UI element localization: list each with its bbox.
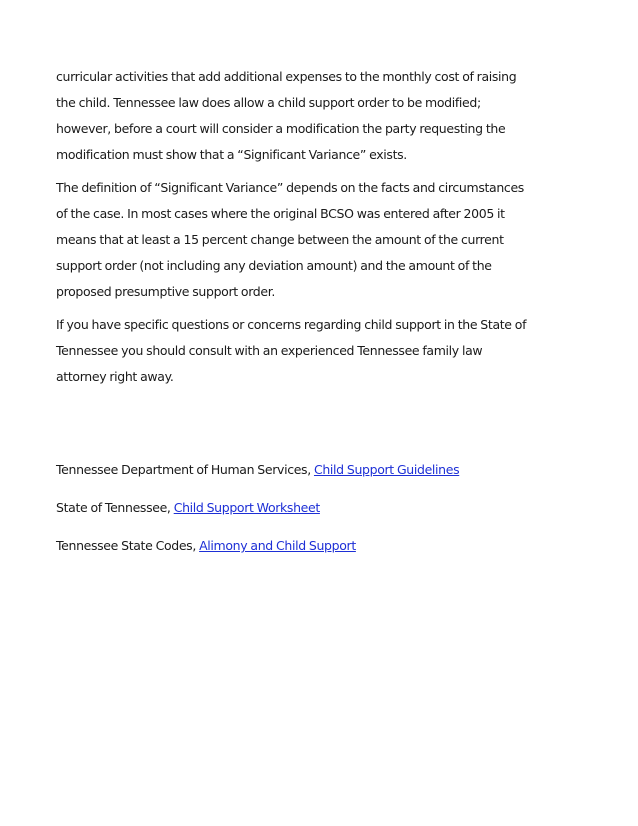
alimony-child-support-link[interactable]: Alimony and Child Support	[199, 538, 356, 553]
paragraph-significant-variance	[56, 175, 586, 305]
text-line: of the case. In most cases where the original BCSO was entered after 2005 it	[56, 206, 505, 221]
text-line: curricular activities that add additional expenses to the monthly cost of raising	[56, 69, 517, 84]
text-line: attorney right away.	[56, 369, 174, 384]
text-line: Tennessee you should consult with an experienced Tennessee family law	[56, 343, 483, 358]
text-line: If you have specific questions or concerns regarding child support in the State of	[56, 317, 527, 332]
child-support-guidelines-link[interactable]: Child Support Guidelines	[313, 462, 460, 477]
document-page	[56, 64, 586, 553]
paragraph-consult-attorney	[56, 312, 586, 390]
reference-state	[56, 498, 320, 518]
reference-source: Tennessee State Codes,	[56, 538, 200, 553]
paragraph-modification	[56, 64, 586, 168]
reference-source: State of Tennessee,	[56, 500, 174, 515]
text-line: support order (not including any deviation amount) and the amount of the	[56, 258, 492, 273]
text-line: however, before a court will consider a modification the party requesting the	[56, 121, 506, 136]
text-line: the child. Tennessee law does allow a child support order to be modified;	[56, 95, 481, 110]
child-support-worksheet-link[interactable]: Child Support Worksheet	[173, 500, 320, 515]
text-line: modification must show that a “Significant Variance” exists.	[56, 147, 407, 162]
text-line: means that at least a 15 percent change between the amount of the current	[56, 232, 504, 247]
text-line: proposed presumptive support order.	[56, 284, 275, 299]
reference-source: Tennessee Department of Human Services,	[56, 462, 314, 477]
reference-codes	[56, 536, 356, 556]
reference-dhs	[56, 460, 459, 480]
text-line: The definition of “Significant Variance” depends on the facts and circumstances	[56, 180, 524, 195]
